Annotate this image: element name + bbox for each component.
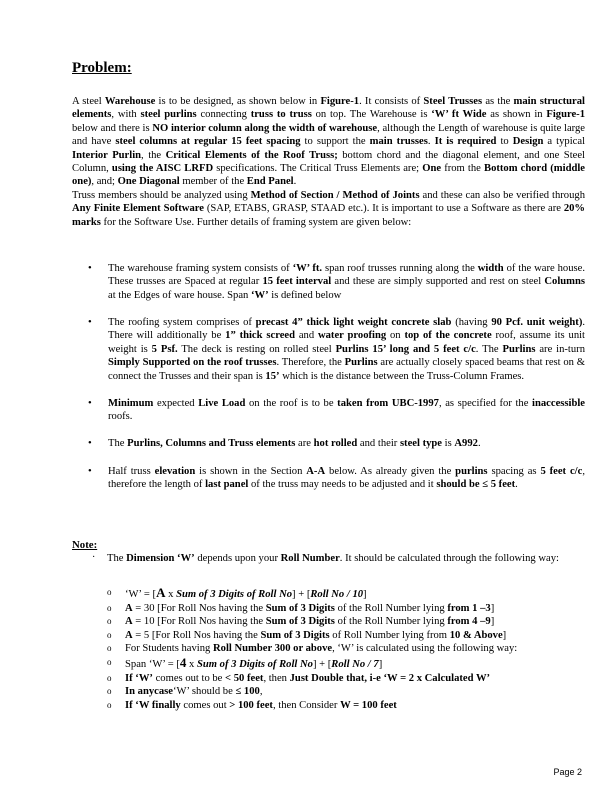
page-number: Page 2 bbox=[553, 767, 582, 777]
bullet-icon: • bbox=[88, 397, 92, 409]
intro-paragraph: A steel Warehouse is to be designed, as shown below in Figure-1. It consists of Steel Trusses as the main structural elements, with steel purlins connecting truss to truss on top. The Warehouse is ‘W’ ft Wide as shown in Figure-1 below and there is NO interior column along the width of warehouse, although the Length of warehouse is quite large and have steel columns at regular 15 feet spacing to support the main trusses. It is required to Design a typical Interior Purlin, the Critical Elements of the Roof Truss; bottom chord and the diagonal element, and one Steel Column, using the AISC LRFD specifications. The Critical Truss Elements are; One from the Bottom chord (middle one), and; One Diagonal member of the End Panel. bbox=[72, 96, 586, 188]
list-item: o Span ‘W’ = [4 x Sum of 3 Digits of Roll No] + [Roll No / 7] bbox=[107, 654, 383, 670]
list-item: o For Students having Roll Number 300 or above, ‘W’ is calculated using the following way: bbox=[107, 643, 518, 655]
list-item: • The Purlins, Columns and Truss elements are hot rolled and their steel type is A992. bbox=[88, 438, 481, 450]
list-item: o If ‘W’ comes out to be < 50 feet, then Just Double that, i-e ‘W = 2 x Calculated W’ bbox=[107, 672, 491, 684]
list-item: • Half truss elevation is shown in the Section A-A below. As already given the purlins spacing as 5 feet c/c, therefore the length of last panel of the truss may needs to be adjusted and it should be ≤ 5 feet. bbox=[88, 465, 585, 491]
list-item: o In anycase‘W’ should be ≤ 100, bbox=[107, 686, 263, 698]
circle-bullet-icon: o bbox=[107, 656, 112, 667]
circle-bullet-icon: o bbox=[107, 672, 112, 683]
circle-bullet-icon: o bbox=[107, 602, 112, 613]
bullet-icon: • bbox=[88, 438, 92, 450]
roll-number-rules-list bbox=[107, 586, 585, 712]
list-item: o A = 30 [For Roll Nos having the Sum of 3 Digits of the Roll Number lying from 1 –3] bbox=[107, 602, 495, 614]
bullet-icon: • bbox=[88, 465, 92, 477]
circle-bullet-icon: o bbox=[107, 686, 112, 697]
bullet-icon: • bbox=[88, 317, 92, 329]
circle-bullet-icon: o bbox=[107, 616, 112, 627]
list-item: o A = 5 [For Roll Nos having the Sum of 3 Digits of Roll Number lying from 10 & Above] bbox=[107, 629, 507, 641]
list-item: o ‘W’ = [A x Sum of 3 Digits of Roll No] + [Roll No / 10] bbox=[107, 585, 367, 600]
circle-bullet-icon: o bbox=[107, 643, 112, 654]
list-item: • Minimum expected Live Load on the roof is to be taken from UBC-1997, as specified for the inaccessible roofs. bbox=[88, 397, 585, 423]
note-heading: Note: bbox=[72, 539, 98, 551]
list-item: o A = 10 [For Roll Nos having the Sum of 3 Digits of the Roll Number lying from 4 –9] bbox=[107, 616, 495, 628]
problem-heading: Problem: bbox=[72, 60, 132, 76]
circle-bullet-icon: o bbox=[107, 699, 112, 710]
list-item: • The warehouse framing system consists of ‘W’ ft. span roof trusses running along the width of the ware house. These trusses are Spaced at regular 15 feet interval and these are simply supported and rest on steel Columns at the Edges of ware house. Span ‘W’ is defined below bbox=[88, 263, 586, 301]
analysis-paragraph: Truss members should be analyzed using Method of Section / Method of Joints and these can also be verified through Any Finite Element Software (SAP, ETABS, GRASP, STAAD etc.). It is important to use a Software as there are 20% marks for the Software Use. Further details of framing system are given below: bbox=[72, 189, 586, 228]
framing-details-list bbox=[72, 262, 585, 505]
note-bullet-icon: · bbox=[92, 552, 96, 563]
problem-statement bbox=[72, 95, 585, 229]
circle-bullet-icon: o bbox=[107, 587, 112, 597]
note-intro: The Dimension ‘W’ depends upon your Roll Number. It should be calculated through the following way: bbox=[107, 553, 559, 564]
bullet-icon: • bbox=[88, 263, 92, 274]
list-item: • The roofing system comprises of precast 4” thick light weight concrete slab (having 90 Pcf. unit weight). There will additionally be 1” thick screed and water proofing on top of the concrete roof, assume its unit weight is 5 Psf. The deck is resting on rolled steel Purlins 15’ long and 5 feet c/c. The Purlins are in-turn Simply Supported on the roof trusses. Therefore, the Purlins are actually closely spaced beams that rest on & connect the Trusses and their span is 15’ which is the distance between the Truss-Column Frames. bbox=[88, 317, 585, 382]
circle-bullet-icon: o bbox=[107, 629, 112, 640]
list-item: o If ‘W finally comes out > 100 feet, then Consider W = 100 feet bbox=[107, 699, 397, 711]
